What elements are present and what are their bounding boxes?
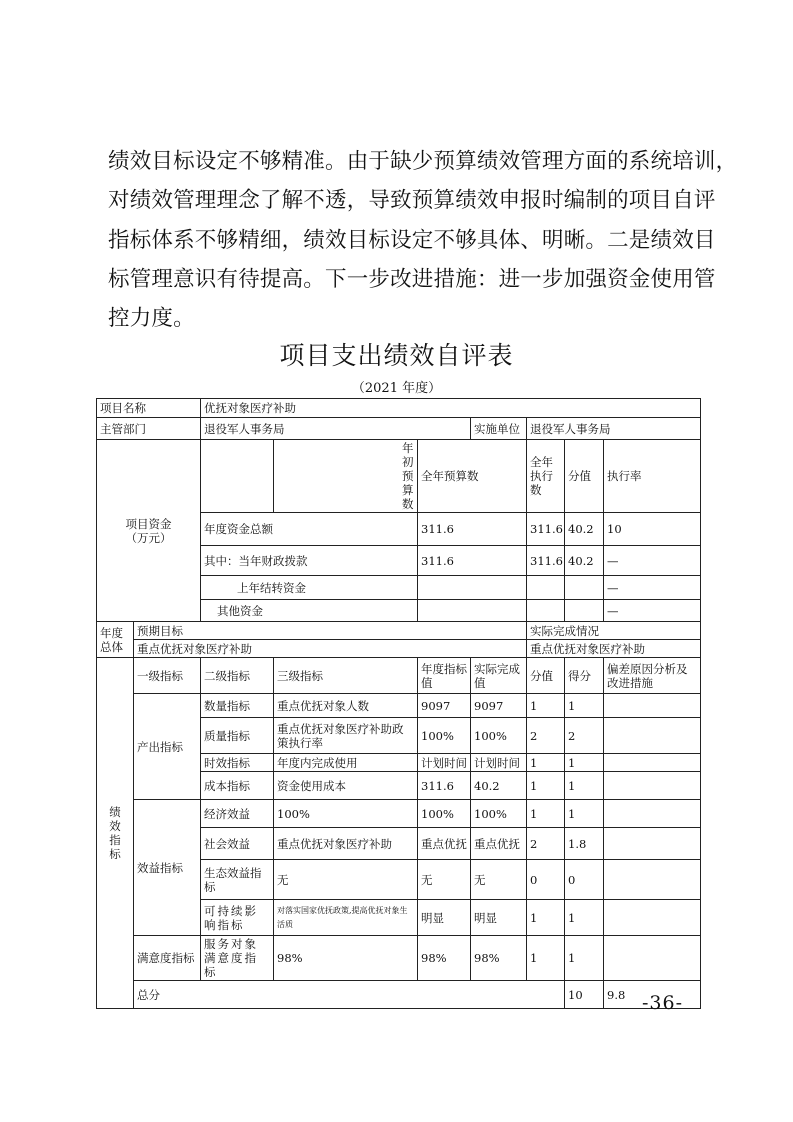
table-row: 时效指标 年度内完成使用 计划时间 计划时间 1 1 xyxy=(97,754,701,772)
table-row xyxy=(97,640,701,658)
table-row xyxy=(97,622,701,640)
total-value: 10 xyxy=(565,981,604,1009)
annual-actual: 重点优抚对象医疗补助 xyxy=(527,640,701,658)
table-row xyxy=(97,399,701,418)
table-row xyxy=(97,658,701,694)
paragraph-line: 标管理意识有待提高。下一步改进措施：进一步加强资金使用管 xyxy=(108,266,716,292)
impl-label: 实施单位 xyxy=(471,418,527,440)
impl-value: 退役军人事务局 xyxy=(527,418,701,440)
header-level1: 一级指标 xyxy=(134,658,201,694)
annual-expected: 重点优抚对象医疗补助 xyxy=(134,640,527,658)
year-label: （2021 年度） xyxy=(351,381,442,396)
dept-label: 主管部门 xyxy=(97,418,201,440)
table-row: 其他资金 — xyxy=(97,600,701,622)
indicator-side-label: 绩 效 指 标 xyxy=(97,658,134,1009)
table-row: 质量指标 重点优抚对象医疗补助政策执行率 100% 100% 2 2 xyxy=(97,718,701,754)
table-row: 其中：当年财政拨款 311.6 311.6 40.2 — xyxy=(97,546,701,576)
paragraph-line: 绩效目标设定不够精准。由于缺少预算绩效管理方面的系统培训， xyxy=(108,149,738,174)
table-row: 成本指标 资金使用成本 311.6 40.2 1 1 xyxy=(97,772,701,800)
funds-row-name: 年度资金总额 xyxy=(201,513,418,546)
header-level2: 二级指标 xyxy=(201,658,274,694)
level1-cell: 满意度指标 xyxy=(134,936,201,981)
page-number: -36- xyxy=(642,992,684,1014)
table-row: 年度资金总额 311.6 311.6 40.2 10 xyxy=(97,513,701,546)
header-reason: 偏差原因分析及改进措施 xyxy=(604,658,701,694)
header-actual: 实际完成值 xyxy=(471,658,527,694)
header-score-value: 分值 xyxy=(527,658,565,694)
total-label: 总分 xyxy=(134,981,565,1009)
header-score: 得分 xyxy=(565,658,604,694)
project-name-value: 优抚对象医疗补助 xyxy=(201,399,701,418)
table-row xyxy=(97,981,701,1009)
funds-header: 年初预算数 xyxy=(274,440,418,513)
level1-cell: 产出指标 xyxy=(134,694,201,800)
table-row: 社会效益 重点优抚对象医疗补助 重点优抚 重点优抚 2 1.8 xyxy=(97,828,701,860)
funds-header: 全年执行数 xyxy=(527,440,565,513)
table-row xyxy=(97,418,701,440)
project-name-label: 项目名称 xyxy=(97,399,201,418)
paragraph-line: 指标体系不够精细，绩效目标设定不够具体、明晰。二是绩效目 xyxy=(108,227,716,253)
table-title: 项目支出绩效自评表 xyxy=(279,341,514,370)
funds-row-name: 上年结转资金 xyxy=(201,576,418,600)
total-score: 9.8 xyxy=(604,981,701,1009)
level1-cell: 效益指标 xyxy=(134,800,201,936)
funds-label: 项目资金 （万元） xyxy=(97,440,201,622)
funds-header: 分值 xyxy=(565,440,604,513)
dept-value: 退役军人事务局 xyxy=(201,418,471,440)
table-row: 可持续影响指标 对落实国家优抚政策,提高优抚对象生活质 明显 明显 1 1 xyxy=(97,900,701,936)
header-level3: 三级指标 xyxy=(274,658,418,694)
table-row: 满意度指标 服务对象满意度指标 98% 98% 98% 1 1 xyxy=(97,936,701,981)
table-row: 上年结转资金 — xyxy=(97,576,701,600)
paragraph-line: 对绩效管理理念了解不透，导致预算绩效申报时编制的项目自评 xyxy=(108,188,716,214)
table-row: 生态效益指标 无 无 无 0 0 xyxy=(97,860,701,900)
performance-table xyxy=(96,398,701,1009)
annual-expected-label: 预期目标 xyxy=(134,622,527,640)
funds-header: 执行率 xyxy=(604,440,701,513)
paragraph-line: 控力度。 xyxy=(108,306,195,332)
funds-row-name: 其他资金 xyxy=(201,600,418,622)
header-target: 年度指标值 xyxy=(418,658,471,694)
annual-actual-label: 实际完成情况 xyxy=(527,622,701,640)
funds-header: 全年预算数 xyxy=(418,440,527,513)
body-paragraph xyxy=(108,142,738,338)
table-row xyxy=(97,440,701,513)
table-row: 产出指标 数量指标 重点优抚对象人数 9097 9097 1 1 xyxy=(97,694,701,718)
annual-label: 年度 总体 xyxy=(97,622,134,658)
table-row: 效益指标 经济效益 100% 100% 100% 1 1 xyxy=(97,800,701,828)
funds-row-name: 其中：当年财政拨款 xyxy=(201,546,418,576)
